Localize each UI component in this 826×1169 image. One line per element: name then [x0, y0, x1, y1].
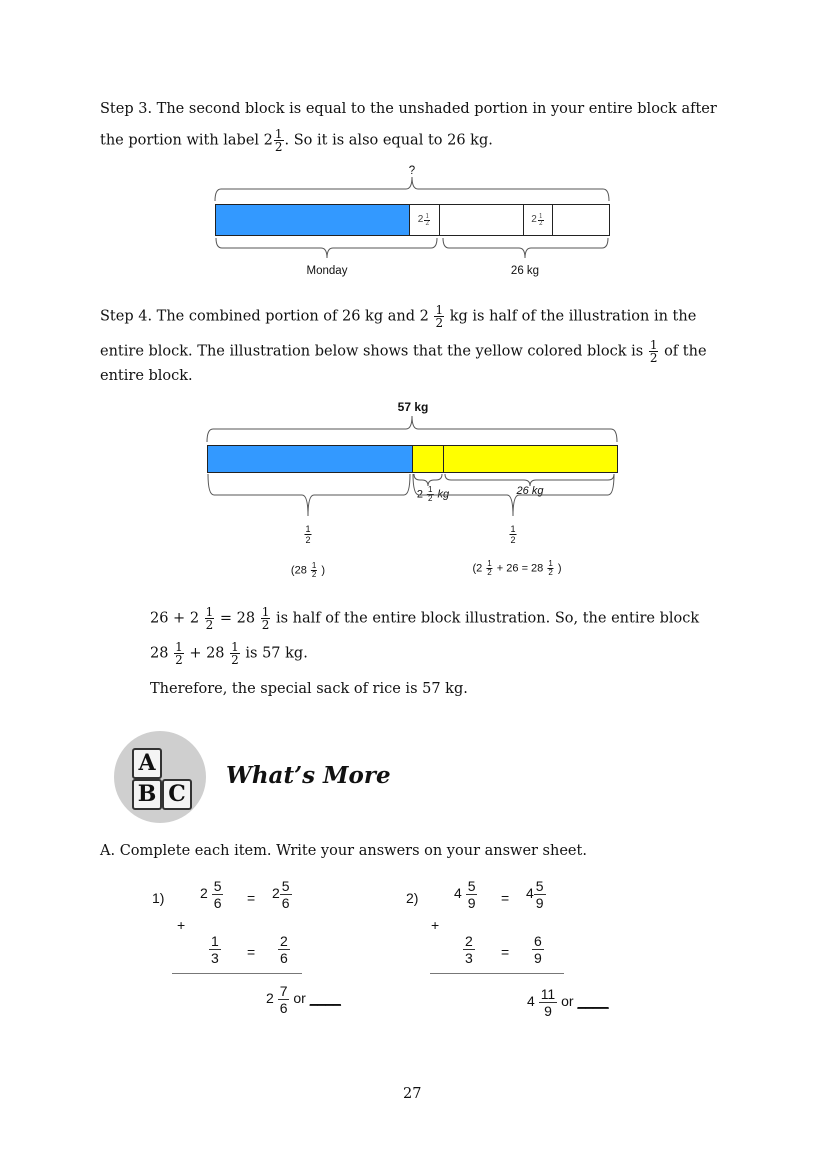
num: 1 [205, 605, 214, 619]
whole: 2 [200, 885, 208, 902]
fraction [466, 878, 478, 911]
equals: = [247, 890, 256, 906]
text: is 57 kg. [240, 645, 308, 662]
brace-26 [445, 474, 614, 486]
den: 2 [649, 351, 658, 365]
fraction [463, 933, 475, 966]
text: the portion with label [100, 132, 264, 149]
num: 6 [534, 933, 542, 949]
fraction [278, 983, 290, 1016]
brace-top-1 [215, 177, 609, 201]
plus: + [177, 917, 186, 933]
den: 2 [510, 535, 516, 545]
text: ) [557, 562, 562, 575]
num: 11 [540, 986, 556, 1002]
text: is half of the entire block illustration. So, the entire block [271, 610, 700, 627]
conclusion-line3: Therefore, the special sack of rice is 57 kg. [150, 681, 468, 697]
den: 6 [279, 1000, 288, 1016]
text: Step 4. The combined portion of 26 kg and [100, 308, 420, 325]
whole: 2 [417, 214, 424, 225]
den: 2 [274, 140, 283, 154]
fraction [280, 878, 292, 911]
den: 3 [465, 950, 473, 966]
total-label: ? [408, 165, 416, 177]
block-c: C [162, 779, 192, 810]
fraction [532, 933, 544, 966]
unit: kg [437, 488, 450, 501]
num: 5 [535, 878, 544, 894]
fraction [534, 878, 546, 911]
num: 5 [281, 878, 290, 894]
step4-line3: entire block. [100, 368, 193, 384]
den: 2 [305, 535, 311, 545]
den: 2 [261, 618, 270, 632]
den: 2 [487, 568, 492, 577]
whole: 4 [526, 885, 534, 902]
den: 2 [425, 219, 430, 227]
section-title: What’s More [226, 762, 391, 789]
fraction [212, 878, 224, 911]
den: 9 [467, 895, 476, 911]
text: entire block. The illustration below shows that the yellow colored block is [100, 343, 648, 360]
num: 1 [435, 303, 444, 317]
whole: 2 [531, 214, 537, 225]
den: 2 [538, 219, 543, 227]
equals: = [247, 944, 256, 960]
conclusion-line2 [150, 641, 308, 666]
or: or [561, 993, 574, 1010]
conclusion-line1 [150, 606, 699, 631]
den: 6 [213, 895, 222, 911]
den: 2 [311, 570, 317, 579]
equals: = [501, 890, 510, 906]
fraction [278, 933, 290, 966]
whole: 4 [454, 885, 462, 902]
text: of the [659, 343, 707, 360]
num: 1 [428, 485, 433, 494]
equals: = [501, 944, 510, 960]
answer-blank[interactable]: ____ [309, 990, 341, 1007]
fraction [174, 641, 184, 666]
num: 1 [274, 127, 283, 141]
fraction [261, 606, 271, 631]
text: 28 [150, 645, 169, 662]
total-label: 57 kg [397, 400, 429, 414]
num: 1 [305, 524, 311, 534]
text: . So it is also equal to 26 kg. [284, 132, 493, 149]
num: 1 [231, 640, 239, 654]
den: 3 [211, 950, 219, 966]
brace-left-half [208, 474, 410, 516]
monday-label: Monday [306, 265, 348, 277]
26kg-label: 26 kg [510, 265, 540, 277]
whole: 4 [527, 993, 535, 1010]
block-a: A [132, 748, 162, 779]
num: 2 [280, 933, 288, 949]
num: 5 [467, 878, 476, 894]
den: 9 [535, 895, 544, 911]
num: 1 [548, 559, 553, 568]
sum-line [172, 973, 302, 974]
den: 2 [231, 653, 239, 667]
whole: 2 [272, 885, 280, 902]
den: 2 [205, 618, 214, 632]
brace-top-2 [207, 416, 617, 442]
num: 2 [465, 933, 473, 949]
instructions: A. Complete each item. Write your answers on your answer sheet. [100, 843, 587, 859]
num: 1 [487, 559, 492, 568]
step3-line1: Step 3. The second block is equal to the unshaded portion in your entire block after [100, 101, 717, 117]
num: 1 [510, 524, 516, 534]
brace-26kg [443, 238, 608, 258]
brace-small [414, 474, 442, 486]
whole: 2 [263, 132, 273, 149]
big-label: 26 kg [516, 485, 544, 497]
problem-label: 1) [152, 890, 165, 906]
den: 2 [435, 316, 444, 330]
num: 1 [649, 338, 658, 352]
text: = 28 [219, 610, 256, 627]
brace-monday [216, 238, 437, 258]
plus: + [431, 917, 440, 933]
num: 1 [211, 933, 219, 949]
problem-label: 2) [406, 890, 419, 906]
num: 1 [175, 640, 183, 654]
text: + 26 = 28 [496, 562, 544, 575]
den: 9 [534, 950, 542, 966]
text: (28 [290, 564, 307, 577]
text: (2 [472, 562, 483, 575]
fraction [205, 606, 215, 631]
whole: 2 [266, 990, 274, 1007]
block-b: B [132, 779, 162, 810]
sum-line [430, 973, 564, 974]
num: 7 [279, 983, 288, 999]
whole: 2 [419, 308, 429, 325]
answer-blank[interactable]: ____ [577, 993, 609, 1010]
den: 6 [281, 895, 290, 911]
text: kg is half of the illustration in the [445, 308, 697, 325]
text: + 28 [189, 645, 225, 662]
num: 5 [213, 878, 222, 894]
fraction [230, 641, 240, 666]
abc-blocks-icon [114, 731, 206, 823]
num: 1 [538, 212, 543, 220]
den: 2 [175, 653, 183, 667]
den: 9 [544, 1003, 552, 1019]
fraction [209, 933, 221, 966]
or: or [293, 990, 306, 1007]
den: 2 [548, 568, 553, 577]
num: 1 [311, 561, 317, 570]
num: 1 [261, 605, 270, 619]
den: 6 [280, 950, 288, 966]
num: 1 [425, 212, 430, 220]
text: ) [321, 564, 326, 577]
text: 26 + 2 [150, 610, 200, 627]
whole: 2 [416, 488, 423, 501]
page-number: 27 [403, 1086, 422, 1102]
den: 2 [428, 494, 433, 503]
fraction [539, 986, 558, 1019]
